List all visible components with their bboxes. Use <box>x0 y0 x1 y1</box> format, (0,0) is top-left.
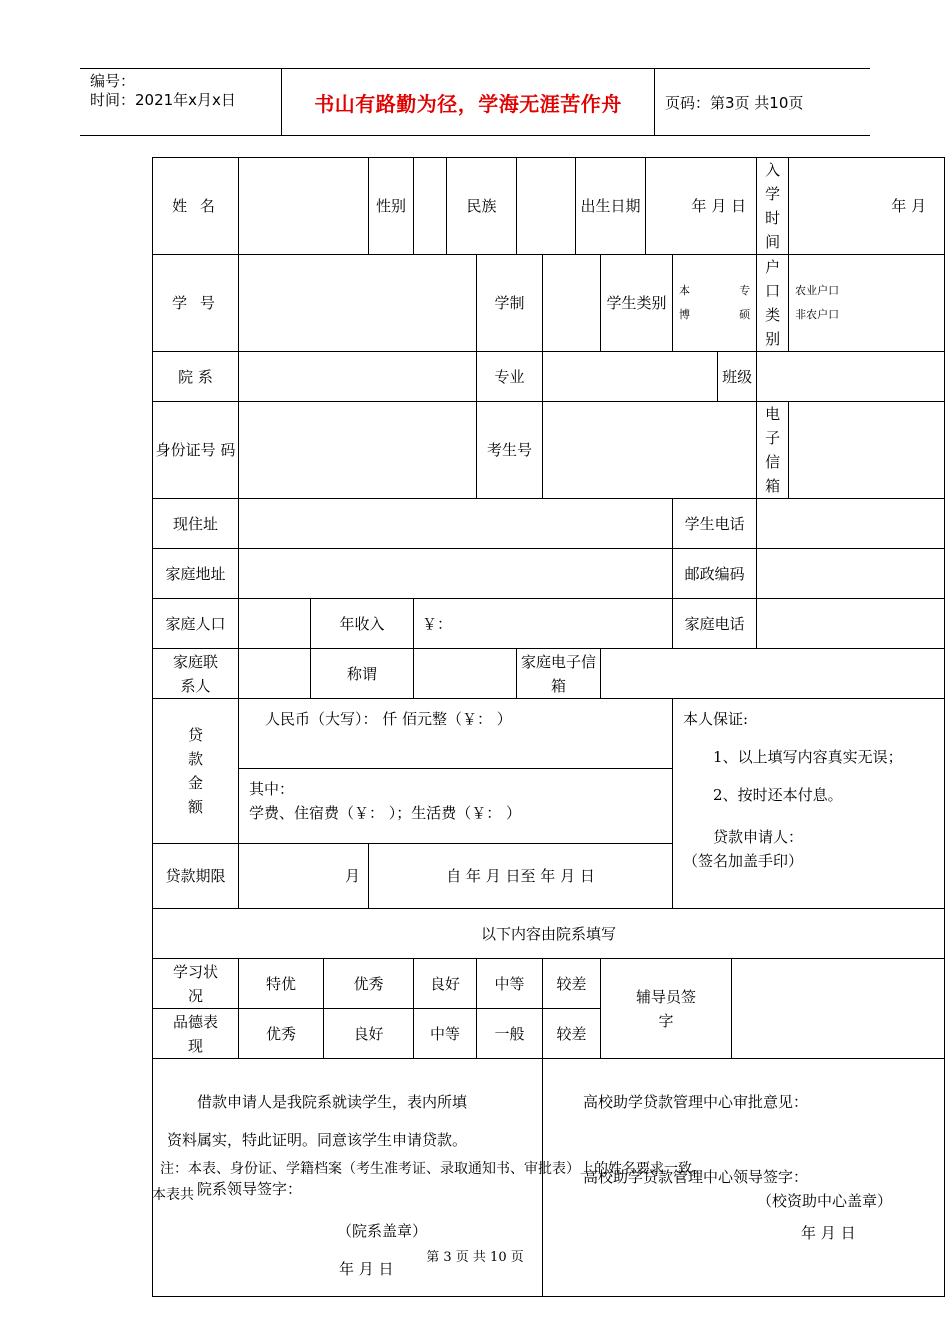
postcode-field[interactable] <box>757 549 945 599</box>
email-field[interactable] <box>789 402 945 499</box>
name-label: 姓 名 <box>153 158 239 255</box>
class-label: 班级 <box>718 352 757 402</box>
table-row <box>153 499 945 549</box>
dept-leader-sign[interactable]: 院系领导签字： <box>197 1180 303 1198</box>
table-row <box>153 158 945 255</box>
table-row <box>153 352 945 402</box>
type-option-master[interactable]: 硕 <box>739 308 751 321</box>
relation-field[interactable] <box>414 649 517 699</box>
family-size-label: 家庭人口 <box>153 599 239 649</box>
household-option-rural[interactable]: 农业户口 <box>795 284 840 297</box>
loan-amount-field[interactable]: 人民币（大写）： 仟 佰元整（￥： ） <box>239 699 673 769</box>
address-label: 现住址 <box>153 499 239 549</box>
study-option-good[interactable]: 良好 <box>414 959 477 1009</box>
home-address-field[interactable] <box>239 549 673 599</box>
dept-seal: （院系盖章） <box>337 1222 428 1240</box>
counselor-sign-field[interactable] <box>732 959 945 1059</box>
student-id-label: 学 号 <box>153 255 239 352</box>
table-row <box>153 599 945 649</box>
family-contact-label: 家庭联系人 <box>153 649 239 699</box>
guarantee-title: 本人保证: <box>683 710 749 728</box>
header-motto: 书山有路勤为径，学海无涯苦作舟 <box>282 69 655 135</box>
department-field[interactable] <box>239 352 477 402</box>
family-email-label: 家庭电子信 箱 <box>517 649 601 699</box>
footer-note: 注：本表、身份证、学籍档案（考生准考证、录取通知书、审批表）上的姓名要求一致。 <box>160 1161 706 1177</box>
household-options[interactable] <box>789 255 945 352</box>
amount-detail-values[interactable]: 学费、住宿费（￥： ）；生活费（￥： ） <box>249 804 522 822</box>
page-number: 第 3 页 共 10 页 <box>426 1250 524 1265</box>
table-row <box>153 255 945 352</box>
moral-option-fair[interactable]: 一般 <box>477 1009 543 1059</box>
dept-date[interactable]: 年 月 日 <box>339 1260 394 1278</box>
amount-detail-label: 其中： <box>249 780 295 798</box>
exam-no-field[interactable] <box>543 402 757 499</box>
center-seal: （校资助中心盖章） <box>757 1192 893 1210</box>
time-label: 时间：2021年x月x日 <box>90 91 236 109</box>
guarantee-item-2: 2、按时还本付息。 <box>713 786 843 804</box>
table-row <box>153 402 945 499</box>
loan-period-range[interactable]: 自 年 月 日至 年 月 日 <box>369 844 673 909</box>
loan-amount-detail[interactable] <box>239 769 673 844</box>
birth-field[interactable]: 年 月 日 <box>646 158 757 255</box>
table-row <box>153 649 945 699</box>
footer-note-count: 本表共 <box>152 1187 194 1203</box>
schooling-field[interactable] <box>543 255 601 352</box>
student-type-options[interactable] <box>673 255 757 352</box>
birth-label: 出生日期 <box>576 158 646 255</box>
type-option-doctor[interactable]: 博 <box>679 308 691 321</box>
major-field[interactable] <box>543 352 718 402</box>
table-row <box>153 699 945 769</box>
table-row <box>153 549 945 599</box>
family-email-field[interactable] <box>601 649 945 699</box>
type-option-undergrad[interactable]: 本 <box>679 284 691 297</box>
moral-option-average[interactable]: 中等 <box>414 1009 477 1059</box>
home-phone-label: 家庭电话 <box>673 599 757 649</box>
dept-fill-note: 以下内容由院系填写 <box>153 909 945 959</box>
study-option-excellent[interactable]: 优秀 <box>324 959 414 1009</box>
center-date[interactable]: 年 月 日 <box>801 1224 856 1242</box>
table-row <box>153 959 945 1009</box>
applicant-sign-label[interactable]: 贷款申请人： <box>713 828 804 846</box>
dept-statement-line-1: 借款申请人是我院系就读学生，表内所填 <box>197 1093 468 1111</box>
family-contact-field[interactable] <box>239 649 311 699</box>
address-field[interactable] <box>239 499 673 549</box>
ethnicity-label: 民族 <box>447 158 517 255</box>
moral-label: 品德表现 <box>153 1009 239 1059</box>
home-address-label: 家庭地址 <box>153 549 239 599</box>
department-label: 院 系 <box>153 352 239 402</box>
schooling-label: 学制 <box>477 255 543 352</box>
number-label: 编号： <box>90 72 136 90</box>
applicant-guarantee <box>673 699 945 909</box>
annual-income-field[interactable]: ￥： <box>414 599 673 649</box>
study-option-average[interactable]: 中等 <box>477 959 543 1009</box>
postcode-label: 邮政编码 <box>673 549 757 599</box>
loan-period-label: 贷款期限 <box>153 844 239 909</box>
dept-statement-line-2: 资料属实，特此证明。同意该学生申请贷款。 <box>167 1131 468 1149</box>
loan-period-months[interactable]: 月 <box>239 844 369 909</box>
guarantee-item-1: 1、以上填写内容真实无误； <box>713 748 903 766</box>
header-page-label: 页码：第3页 共10页 <box>665 93 804 112</box>
moral-option-good[interactable]: 良好 <box>324 1009 414 1059</box>
relation-label: 称谓 <box>311 649 414 699</box>
table-row <box>153 909 945 959</box>
class-field[interactable] <box>757 352 945 402</box>
type-option-junior[interactable]: 专 <box>739 284 751 297</box>
gender-field[interactable] <box>414 158 447 255</box>
family-size-field[interactable] <box>239 599 311 649</box>
study-status-label: 学习状况 <box>153 959 239 1009</box>
center-leader-sign[interactable]: 高校助学贷款管理中心领导签字： <box>583 1168 809 1186</box>
study-option-excellent-plus[interactable]: 特优 <box>239 959 324 1009</box>
major-label: 专业 <box>477 352 543 402</box>
id-card-field[interactable] <box>239 402 477 499</box>
moral-option-poor[interactable]: 较差 <box>543 1009 601 1059</box>
counselor-sign-label: 辅导员签 字 <box>601 959 732 1059</box>
exam-no-label: 考生号 <box>477 402 543 499</box>
home-phone-field[interactable] <box>757 599 945 649</box>
student-phone-field[interactable] <box>757 499 945 549</box>
document-header <box>80 68 870 136</box>
applicant-sign-note: （签名加盖手印） <box>683 852 804 870</box>
student-id-field[interactable] <box>239 255 477 352</box>
enroll-label: 入学时间 <box>757 158 789 255</box>
header-meta <box>80 69 282 135</box>
ethnicity-field[interactable] <box>517 158 576 255</box>
moral-option-excellent[interactable]: 优秀 <box>239 1009 324 1059</box>
id-card-label: 身份证号 码 <box>153 402 239 499</box>
email-label: 电子信箱 <box>757 402 789 499</box>
annual-income-label: 年收入 <box>311 599 414 649</box>
center-approval-title: 高校助学贷款管理中心审批意见： <box>583 1093 809 1111</box>
name-field[interactable] <box>239 158 369 255</box>
household-option-urban[interactable]: 非农户口 <box>795 308 840 321</box>
enroll-field[interactable]: 年 月 <box>789 158 945 255</box>
gender-label: 性别 <box>369 158 414 255</box>
loan-amount-label: 贷款金额 <box>153 699 239 844</box>
student-phone-label: 学生电话 <box>673 499 757 549</box>
loan-application-form <box>152 157 945 1297</box>
study-option-poor[interactable]: 较差 <box>543 959 601 1009</box>
household-label: 户口类别 <box>757 255 789 352</box>
student-type-label: 学生类别 <box>601 255 673 352</box>
